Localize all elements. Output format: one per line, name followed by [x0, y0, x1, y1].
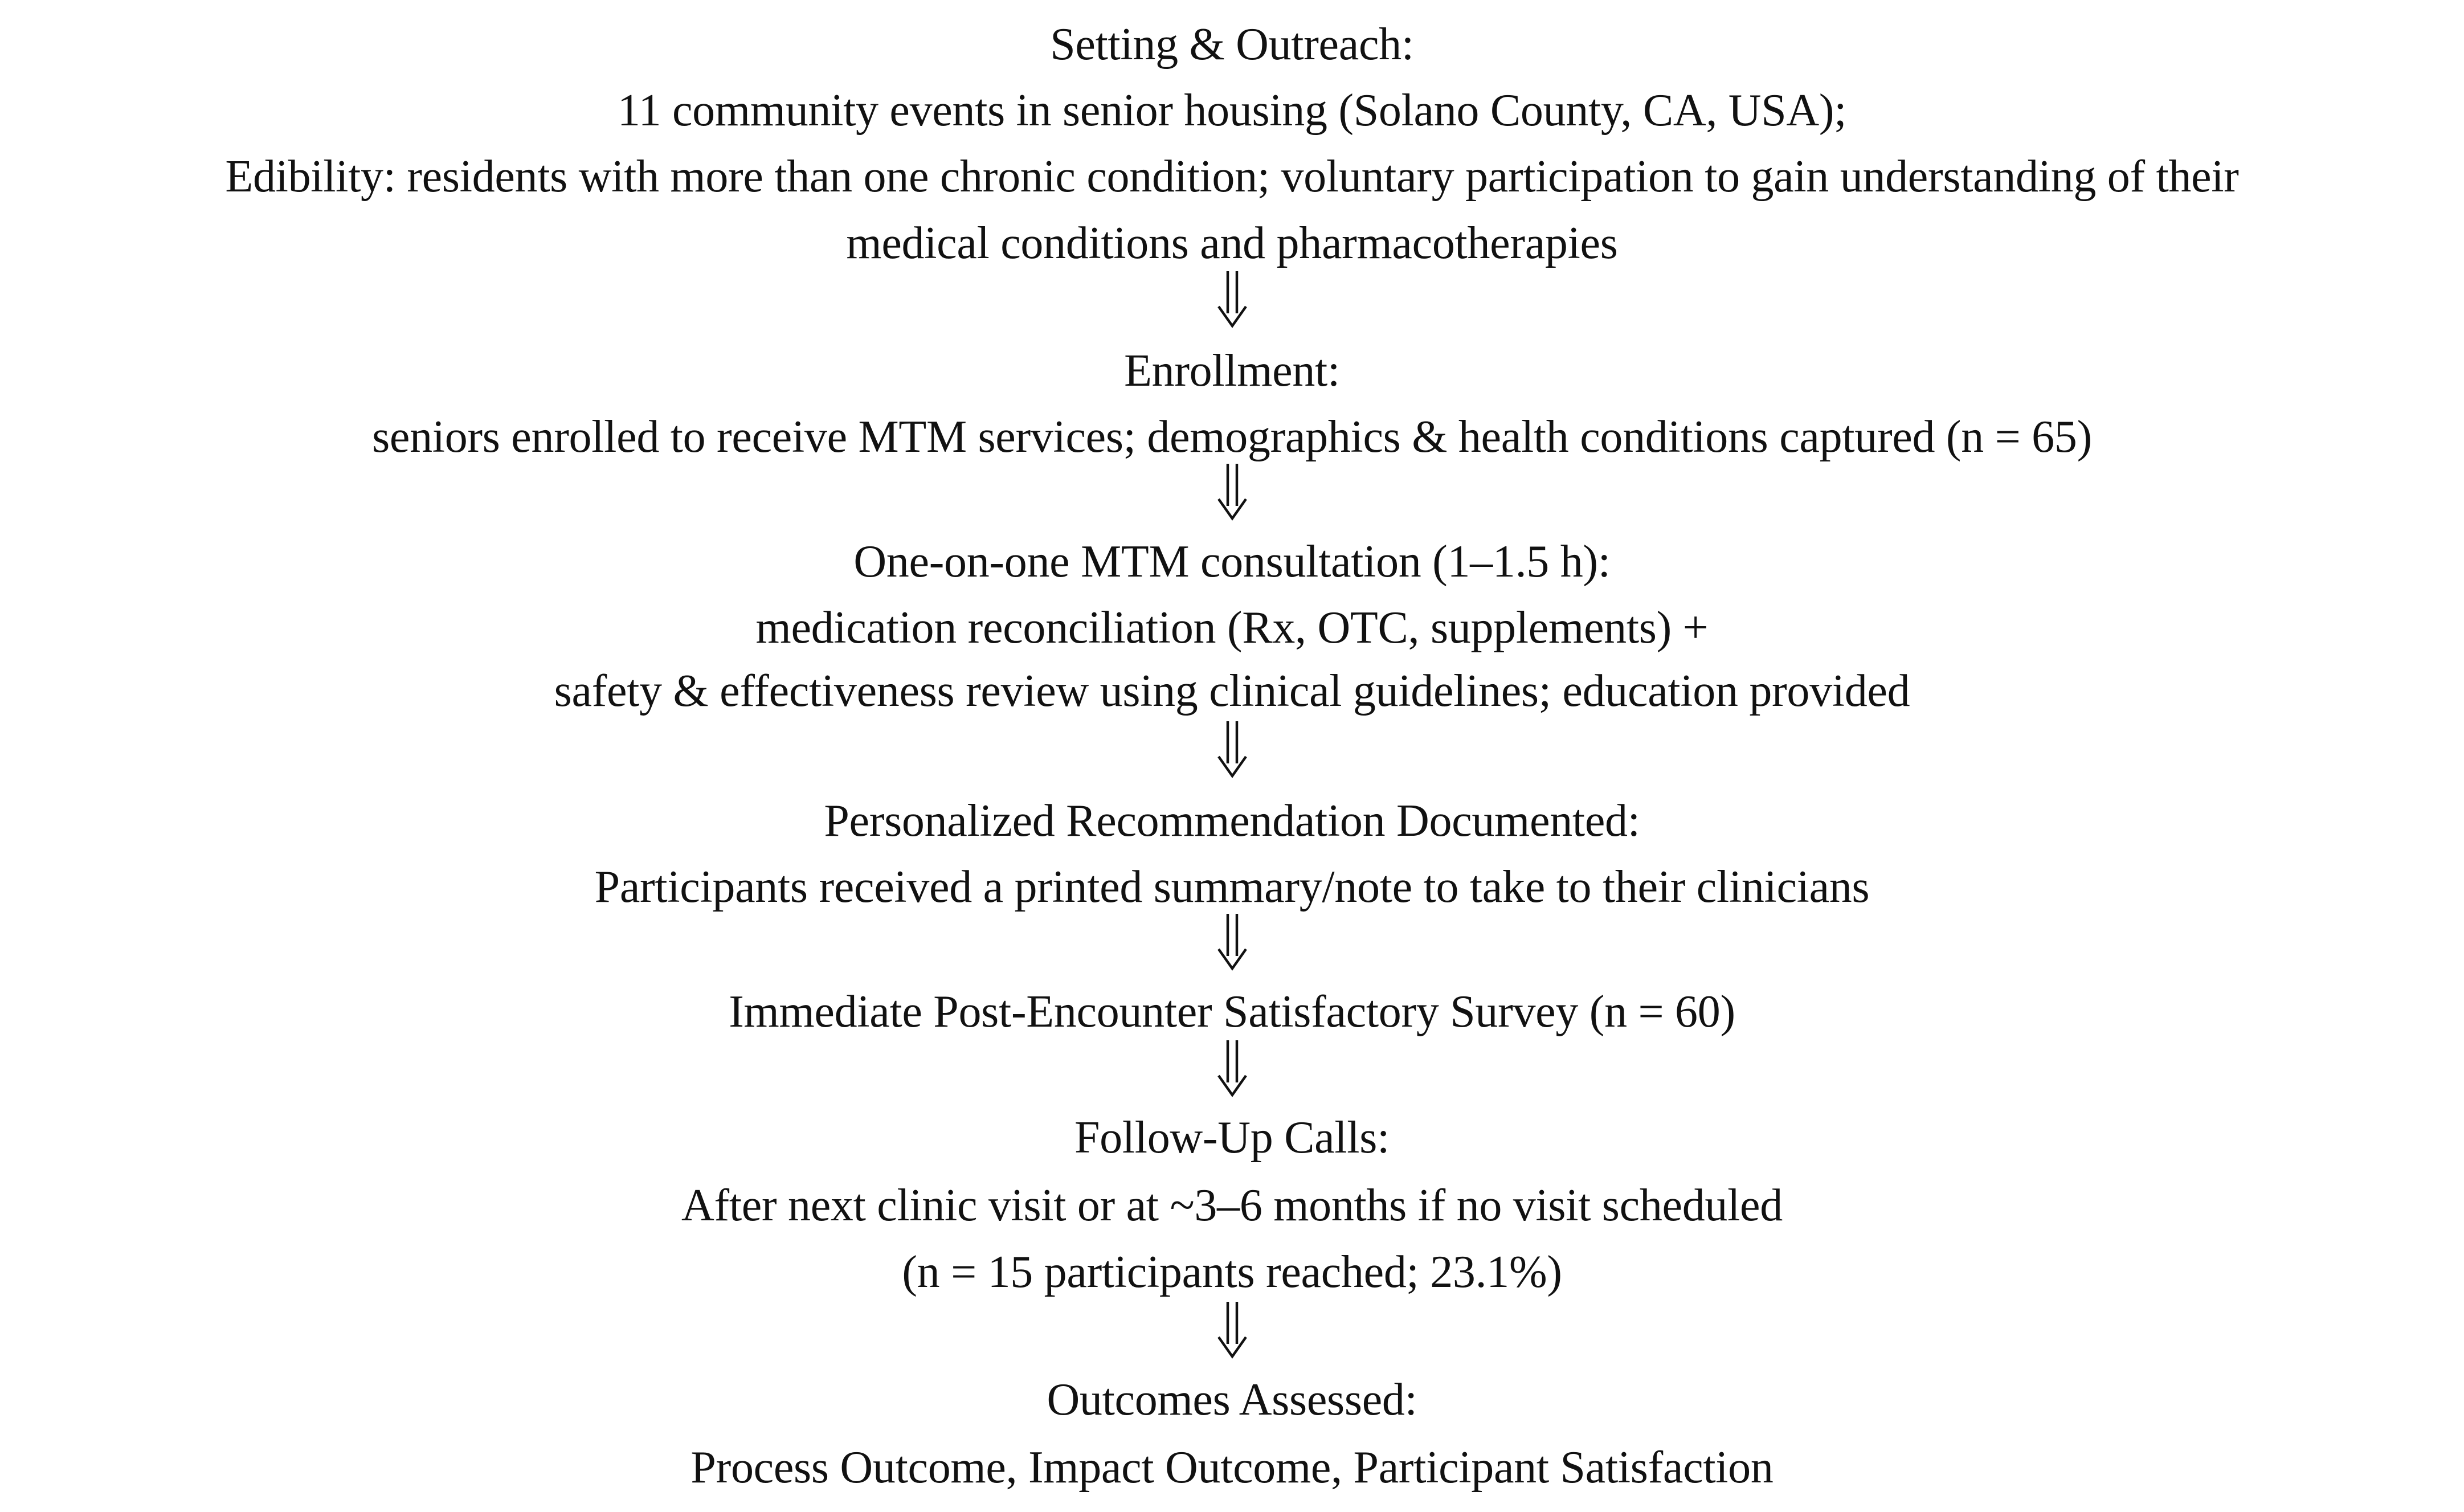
step-enrollment-title: Enrollment:: [1124, 346, 1340, 396]
step-setting-outreach-line-2: Edibility: residents with more than one chronic condition; voluntary participation to gain understanding of their: [225, 152, 2239, 202]
step-follow-up-line-1: After next clinic visit or at ~3–6 months if no visit scheduled: [681, 1180, 1783, 1231]
double-down-arrow-icon: [1215, 461, 1249, 524]
step-survey-title: Immediate Post-Encounter Satisfactory Survey (n = 60): [729, 987, 1735, 1037]
double-down-arrow-icon: [1215, 912, 1249, 974]
double-down-arrow-icon: [1215, 1299, 1249, 1362]
step-setting-outreach-line-3: medical conditions and pharmacotherapies: [846, 218, 1618, 268]
double-down-arrow-icon: [1215, 719, 1249, 782]
step-consultation-line-1: medication reconciliation (Rx, OTC, supplements) +: [755, 603, 1709, 653]
step-setting-outreach-line-1: 11 community events in senior housing (Solano County, CA, USA);: [617, 85, 1847, 136]
step-recommendation-title: Personalized Recommendation Documented:: [824, 796, 1640, 846]
step-setting-outreach-title: Setting & Outreach:: [1050, 19, 1414, 70]
step-enrollment-line-1: seniors enrolled to receive MTM services; demographics & health conditions captured (n = 65): [372, 412, 2092, 462]
double-down-arrow-icon: [1215, 269, 1249, 332]
step-consultation-title: One-on-one MTM consultation (1–1.5 h):: [853, 537, 1611, 587]
step-follow-up-title: Follow-Up Calls:: [1074, 1113, 1390, 1163]
step-recommendation-line-1: Participants received a printed summary/note to take to their clinicians: [594, 862, 1870, 912]
step-outcomes-title: Outcomes Assessed:: [1047, 1375, 1417, 1425]
step-consultation-line-2: safety & effectiveness review using clinical guidelines; education provided: [554, 666, 1910, 716]
step-follow-up-line-2: (n = 15 participants reached; 23.1%): [902, 1247, 1562, 1297]
double-down-arrow-icon: [1215, 1038, 1249, 1101]
step-outcomes-line-1: Process Outcome, Impact Outcome, Participant Satisfaction: [690, 1442, 1774, 1493]
